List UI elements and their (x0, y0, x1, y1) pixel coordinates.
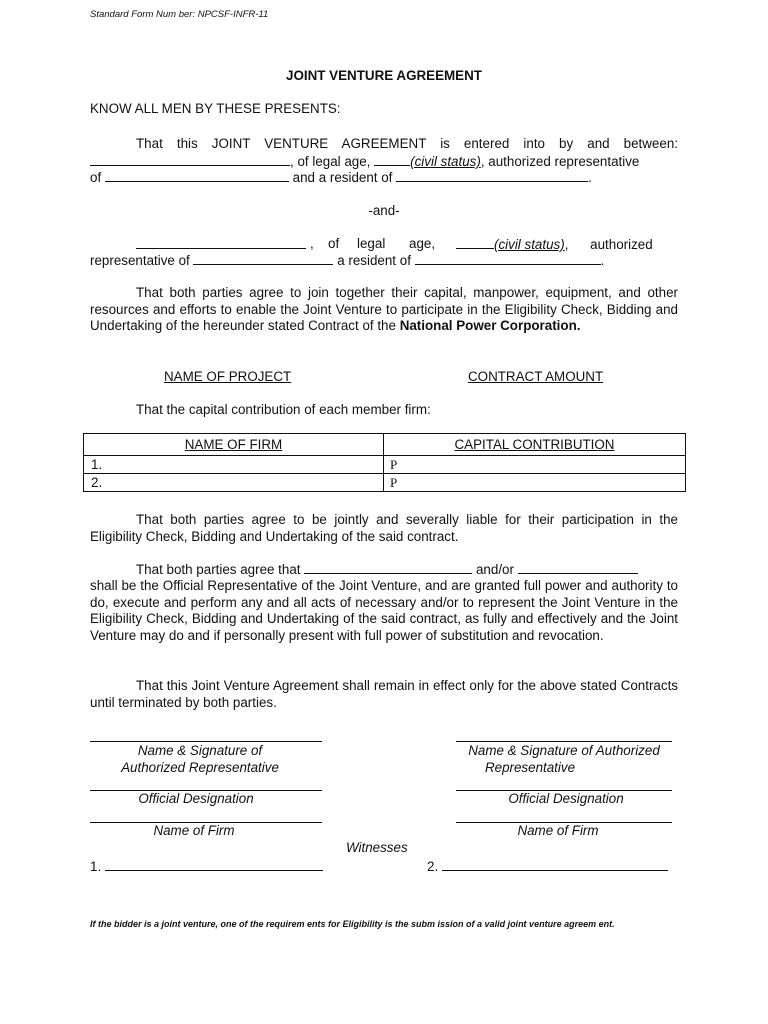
party2-name-blank-wrap (136, 236, 306, 252)
andor-text: and/or (475, 562, 514, 577)
firm-table (83, 433, 686, 492)
authorized-rep-text: , authorized representative (480, 154, 640, 169)
table-row (84, 474, 686, 492)
npc-name: National Power Corporation. (399, 318, 581, 333)
form-number: Standard Form Num ber: NPCSF-INFR-11 (90, 9, 269, 20)
firm-cell[interactable]: 2. (84, 474, 384, 492)
period-2: . (600, 253, 605, 268)
agreement-text: That both parties agree to join together their capital, manpower, equipment, and other resources and efforts to enable the Joint Venture to participate in the Eligibility Check, Bidding and Undertaking of the hereunder stated Contract of the (90, 285, 678, 333)
age-word: age, (409, 236, 436, 251)
witness-1-number: 1. (90, 859, 102, 874)
preamble: KNOW ALL MEN BY THESE PRESENTS: (90, 101, 341, 116)
resident-text: and a resident of (292, 170, 393, 185)
effect-paragraph: That this Joint Venture Agreement shall remain in effect only for the above stated Contracts until terminated by both parties. (90, 678, 678, 710)
intro-line-3 (90, 169, 678, 185)
firm-cell[interactable]: 1. (84, 456, 384, 474)
contribution-cell[interactable]: P (384, 456, 686, 474)
witness-2-line[interactable] (442, 858, 668, 871)
civil-status-2-wrap (456, 236, 653, 252)
page-title: JOINT VENTURE AGREEMENT (286, 68, 482, 83)
header-capital-contribution: CAPITAL CONTRIBUTION (454, 437, 615, 452)
header-name-of-firm: NAME OF FIRM (184, 437, 283, 452)
rep1-blank[interactable] (304, 561, 472, 574)
intro-line-2 (90, 153, 678, 169)
party1-name-blank[interactable] (90, 153, 290, 166)
capital-intro: That the capital contribution of each member firm: (136, 402, 431, 417)
liability-paragraph: That both parties agree to be jointly and severally liable for their participation in the Eligibility Check, Bidding and Undertaking of the said contract. (90, 512, 678, 544)
left-designation-label: Official Designation (138, 791, 254, 806)
project-name-header: NAME OF PROJECT (164, 369, 292, 384)
comma: , (310, 236, 314, 251)
left-firm-label: Name of Firm (153, 823, 235, 838)
footnote: If the bidder is a joint venture, one of the requirem ents for Eligibility is the subm ission of a valid joint venture agreem ent. (90, 919, 615, 929)
right-sig-label-2: Representative (484, 760, 576, 775)
representative-of-text: representative of (90, 253, 190, 268)
firm1-blank[interactable] (105, 169, 289, 182)
residence1-blank[interactable] (396, 169, 588, 182)
representative-paragraph: shall be the Official Representative of the Joint Venture, and are granted full power and authority to do, execute and perform any and all acts of necessary and/or to represent the Joint Venture in the Eligibility Check, Bidding and Undertaking of the said contract, as fully and effectively and the Joint Venture may do and if personally present with full power of substitution and revocation. (90, 578, 678, 643)
left-sig-label-2: Authorized Representative (121, 760, 279, 775)
rep2-blank[interactable] (518, 561, 638, 574)
resident-2-text: a resident of (337, 253, 411, 268)
witness-1-line[interactable] (105, 858, 323, 871)
civil-status-label: (civil status) (410, 154, 481, 169)
right-designation-label: Official Designation (508, 791, 624, 806)
rep-lead: That both parties agree that (136, 562, 301, 577)
witness-2-number: 2. (427, 859, 439, 874)
intro-line-1 (90, 136, 678, 151)
legal-word: legal (357, 236, 386, 251)
contract-amount-header: CONTRACT AMOUNT (468, 369, 604, 384)
right-signature-line[interactable] (456, 741, 672, 742)
representative-line-1 (90, 561, 678, 577)
agreement-paragraph (90, 285, 678, 335)
contribution-cell[interactable]: P (384, 474, 686, 492)
of-word: of (328, 236, 340, 251)
party2-line-2 (90, 252, 678, 268)
witness-1 (90, 858, 323, 874)
table-row (84, 456, 686, 474)
and-separator: -and- (368, 203, 400, 218)
civil-status-2-blank[interactable] (456, 236, 494, 249)
right-sig-label-1: Name & Signature of Authorized (468, 743, 660, 758)
firm-table-header (384, 434, 686, 456)
of-text: of (90, 170, 102, 185)
party2-name-blank[interactable] (136, 236, 306, 249)
period: . (588, 170, 592, 185)
left-signature-line[interactable] (90, 741, 322, 742)
residence2-blank[interactable] (415, 252, 601, 265)
right-firm-label: Name of Firm (517, 823, 599, 838)
firm2-blank[interactable] (193, 252, 333, 265)
left-sig-label-1: Name & Signature of (137, 743, 263, 758)
civil-status-2-label: (civil status) (494, 237, 565, 252)
legal-age-text: , of legal age, (290, 154, 371, 169)
firm-table-header (84, 434, 384, 456)
civil-status-blank[interactable] (374, 153, 410, 166)
authorized-2: , authorized (564, 237, 653, 252)
witness-2 (427, 858, 668, 874)
intro-text: That this JOINT VENTURE AGREEMENT is entered into by and between: (136, 136, 678, 151)
witnesses-label: Witnesses (346, 840, 408, 855)
